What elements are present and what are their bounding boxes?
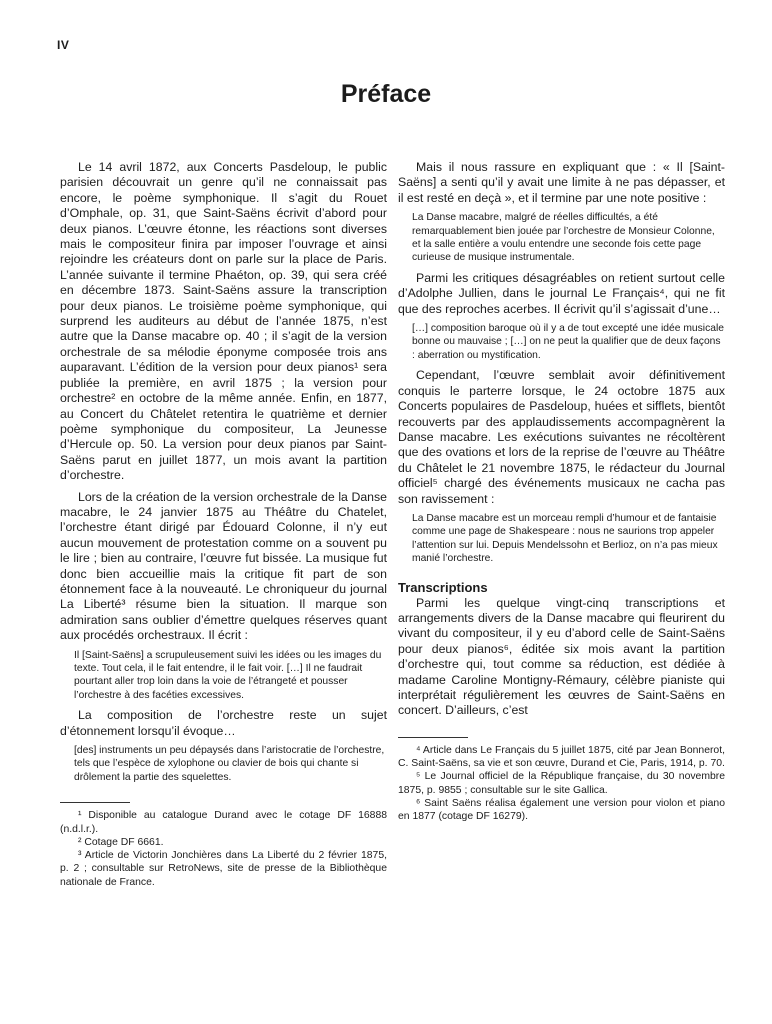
footnote: ⁴ Article dans Le Français du 5 juillet 1875, cité par Jean Bonnerot, C. Saint-Saëns, sa vie et son œuvre, Durand et Cie, Paris, 1914, p. 70. <box>398 744 725 770</box>
paragraph: Cependant, l’œuvre semblait avoir définitivement conquis le parterre lorsque, le 24 octobre 1875 aux Concerts populaires de Pasdeloup, huées et sifflets, bientôt recouverts par des applaudissements accompagnèrent la Danse macabre. Les exécutions suivantes ne récoltèrent que des ovations et lors de la reprise de l’œuvre au Théâtre du Châtelet le 21 novembre 1875, le rédacteur du Journal officiel⁵ chargé des événements musicaux ne cacha pas son ravissement : <box>398 368 725 506</box>
block-quote: […] composition baroque où il y a de tout excepté une idée musicale bonne ou mauvaise ; […] on ne peut la qualifier que de deux façons : aberration ou mystification. <box>412 323 724 361</box>
footnote: ⁶ Saint Saëns réalisa également une version pour violon et piano en 1877 (cotage DF 16279). <box>398 798 725 823</box>
page-title: Préface <box>340 80 432 108</box>
paragraph: Parmi les quelque vingt-cinq transcriptions et arrangements divers de la Danse macabre qui fleurirent du vivant du compositeur, il y eu d’abord celle de Saint-Saëns pour deux pianos⁶, éditée six mois avant la partition d’orchestre qui, tout comme sa réduction, est dédiée à madame Caroline Montigny-Rémaury, célèbre pianiste qui interprétait régulièrement les œuvres de Saint-Saëns en concert. D’ailleurs, c’est <box>398 595 725 718</box>
footnote: ² Cotage DF 6661. <box>78 836 164 848</box>
paragraph: La composition de l’orchestre reste un sujet d’étonnement lorsqu’il évoque… <box>60 708 387 738</box>
page-number: IV <box>57 38 70 52</box>
footnote: ⁵ Le Journal officiel de la République française, du 30 novembre 1875, p. 9855 ; consultable sur le site Gallica. <box>398 771 725 796</box>
block-quote: Il [Saint-Saëns] a scrupuleusement suivi les idées ou les images du texte. Tout cela, il le fait entendre, il le fait voir. […] Il ne faudrait pourtant aller trop loin dans la voie de l’étrangeté et pousser l’orchestre à des facéties excessives. <box>74 649 382 701</box>
left-column <box>60 160 387 889</box>
block-quote: La Danse macabre, malgré de réelles difficultés, a été remarquablement bien jouée par l’orchestre de Monsieur Colonne, et la salle entière a voulu entendre une seconde fois cette page curieuse de musique instrumentale. <box>412 212 715 264</box>
footnote: ¹ Disponible au catalogue Durand avec le cotage DF 16888 (n.d.l.r.). <box>60 810 387 835</box>
block-quote: [des] instruments un peu dépaysés dans l’aristocratie de l’orchestre, tels que l’espèce de xylophone ou clavier de bois qui chante si drôlement la partie des squelettes. <box>74 745 385 783</box>
block-quote: La Danse macabre est un morceau rempli d’humour et de fantaisie comme une page de Shakespeare : nous ne saurions trop appeler l’attention sur lui. Depuis Mendelssohn et Berlioz, on n’a pas mieux manié l’orchestre. <box>412 512 718 565</box>
paragraph: Lors de la création de la version orchestrale de la Danse macabre, le 24 janvier 1875 au Théâtre du Chatelet, l’orchestre étant dirigé par Édouard Colonne, il n’y eut aucun mouvement de protestation comme on a souvent pu le lire ; bien au contraire, l’œuvre fut bissée. La musique fut donc bien accueillie mais la critique fit part de son étonnement face à la nouveauté. Le chroniqueur du journal La Liberté³ résume bien la situation. Il marque son admiration sans oublier d’émettre quelques réserves quant aux procédés orchestraux. Il écrit : <box>60 489 387 643</box>
footnote-rule <box>60 802 130 803</box>
paragraph: Le 14 avril 1872, aux Concerts Pasdeloup, le public parisien découvrait un genre qu’il ne connaissait pas encore, le poème symphonique. Il s’agit du Rouet d’Omphale, op. 31, que Saint-Saëns écrivit d’abord pour deux pianos. L’œuvre étonne, les réactions sont diverses mais le compositeur finira par imposer l’ouvrage et ainsi rejoindre les créateurs dont on parle sur la place de Paris. L’année suivante il termine Phaéton, op. 39, qui sera créé en décembre 1873. Saint-Saëns assure la transcription pour deux pianos. Le troisième poème symphonique, qui surprend les auditeurs au début de l’année 1875, n’est autre que la Danse macabre op. 40 ; il s’agit de la version orchestrale de sa mélodie éponyme composée trois ans auparavant. L’édition de la version pour deux pianos¹ sera publiée la première, en avril 1875 ; la version pour orchestre² en octobre de la même année. Enfin, en 1877, au Concert du Châtelet retentira le quatrième et dernier poème symphonique du compositeur, La Jeunesse d’Hercule op. 50. La version pour deux pianos par Saint-Saëns parut en juillet 1877, un mois avant la partition d’orchestre. <box>60 160 387 483</box>
section-heading: Transcriptions <box>398 579 488 595</box>
footnote: ³ Article de Victorin Jonchières dans La Liberté du 2 février 1875, p. 2 ; consultable sur RetroNews, site de presse de la Bibliothèque nationale de France. <box>60 850 387 888</box>
paragraph: Parmi les critiques désagréables on retient surtout celle d’Adolphe Jullien, dans le journal Le Français⁴, qui ne fit que des reproches acerbes. Il écrivit qu’il s’agissait d’une… <box>398 270 725 316</box>
footnote-rule <box>398 737 468 738</box>
right-column <box>398 160 725 824</box>
paragraph: Mais il nous rassure en expliquant que : « Il [Saint-Saëns] a senti qu’il y avait une limite à ne pas dépasser, et il est resté en deçà », et il termine par une note positive : <box>398 160 725 205</box>
